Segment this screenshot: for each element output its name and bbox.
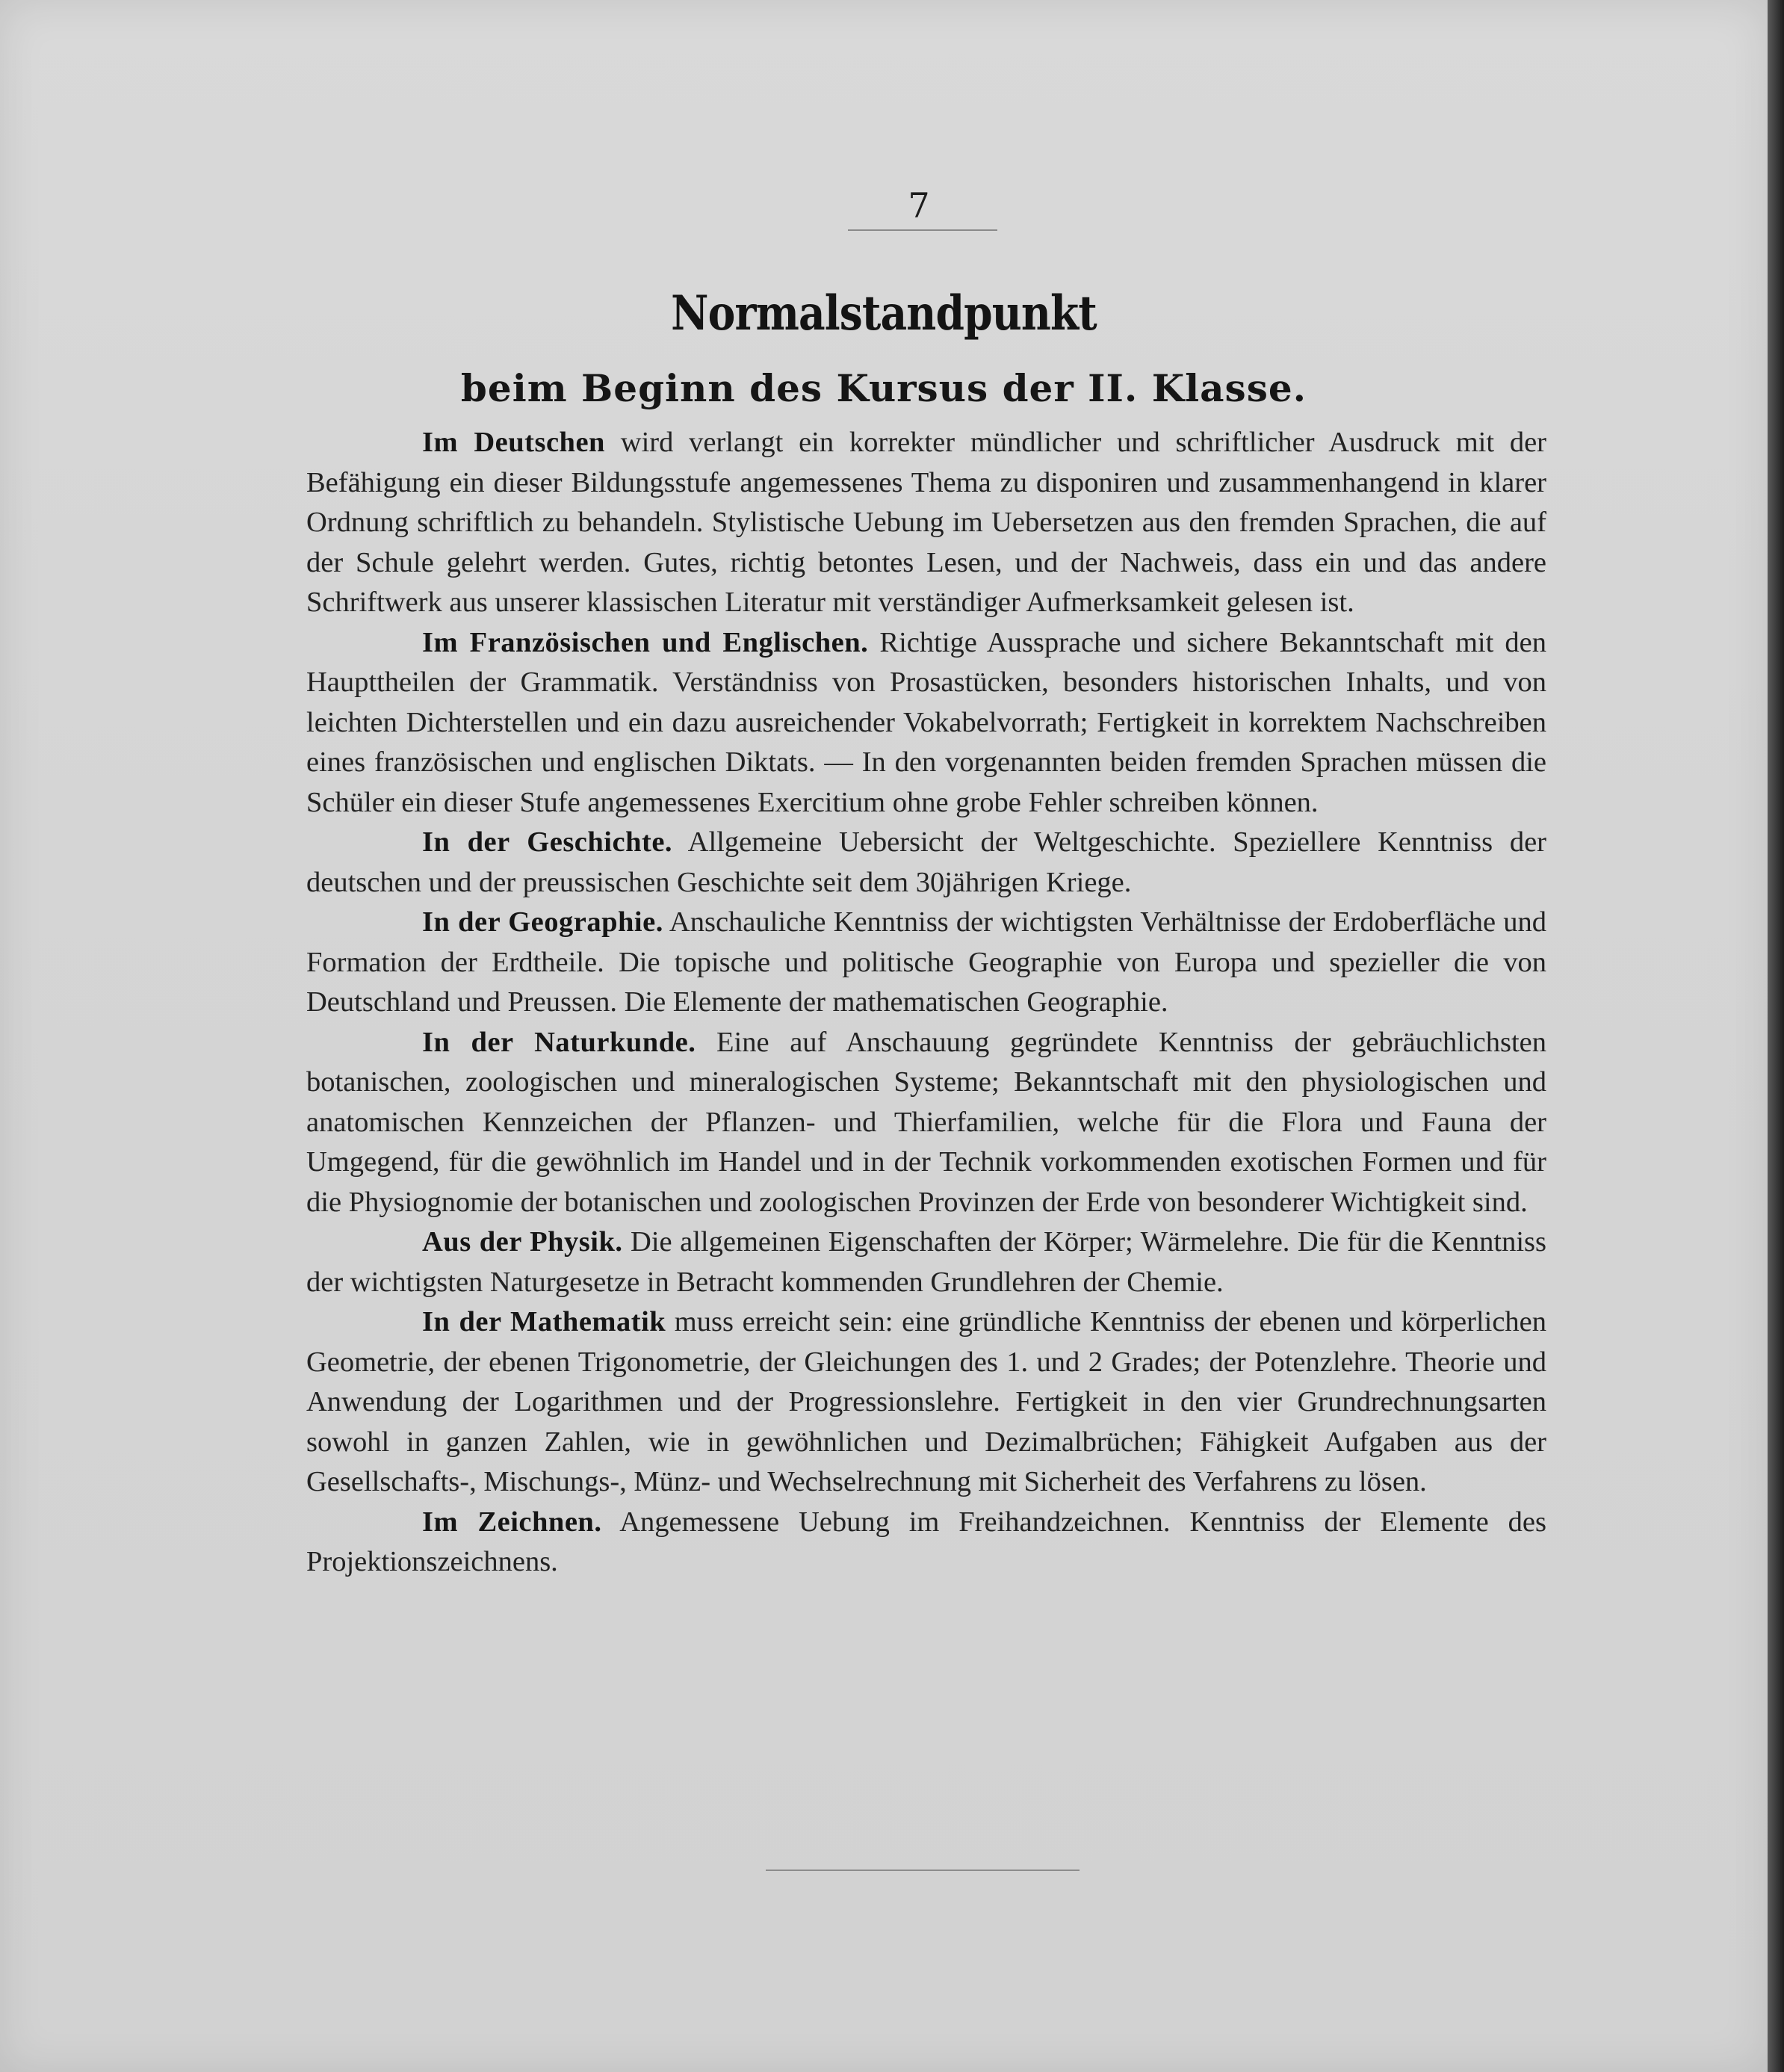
paragraph-naturkunde xyxy=(306,1023,1546,1223)
paragraph-text: Richtige Aussprache und sichere Bekanntschaft mit den Haupttheilen der Grammatik. Verständniss von Prosastücken, besonders historischen Inhalts, und von leichten Dichterstellen und ein dazu ausreichender Vokabelvorrath; Fertigkeit in korrektem Nachschreiben eines französischen und englischen Diktats. — In den vorgenannten beiden fremden Sprachen müssen die Schüler ein dieser Stufe angemessenes Exercitium ohne grobe Fehler schreiben können. xyxy=(306,626,1546,818)
document-body xyxy=(306,423,1546,1583)
paragraph-lead: In der Geschichte. xyxy=(422,826,673,858)
paragraph-mathematik xyxy=(306,1302,1546,1503)
paragraph-geographie xyxy=(306,903,1546,1023)
paragraph-text: muss erreicht sein: eine gründliche Kenntniss der ebenen und körperlichen Geometrie, der ebenen Trigonometrie, der Gleichungen des 1. und 2 Grades; der Potenzlehre. Theorie und Anwendung der Logarithmen und der Progressionslehre. Fertigkeit in den vier Grundrechnungsarten sowohl in ganzen Zahlen, wie in gewöhnlichen und Dezimalbrüchen; Fähigkeit Aufgaben aus der Gesellschafts-, Mischungs-, Münz- und Wechselrechnung mit Sicherheit des Verfahrens zu lösen. xyxy=(306,1306,1546,1497)
paragraph-text: Eine auf Anschauung gegründete Kenntniss der gebräuchlichsten botanischen, zoologischen und mineralogischen Systeme; Bekanntschaft mit den physiologischen und anatomischen Kennzeichen der Pflanzen- und Thierfamilien, welche für die Flora und Fauna der Umgegend, für die gewöhnlich im Handel und in der Technik vorkommenden exotischen Formen und für die Physiognomie der botanischen und zoologischen Provinzen der Erde von besonderer Wichtigkeit sind. xyxy=(306,1026,1546,1218)
paragraph-text: Die allgemeinen Eigenschaften der Körper; Wärmelehre. Die für die Kenntniss der wichtigsten Naturgesetze in Betracht kommenden Grundlehren der Chemie. xyxy=(306,1226,1546,1298)
paragraph-lead: Im Französischen und Englischen. xyxy=(422,626,869,658)
paragraph-text: wird verlangt ein korrekter mündlicher und schriftlicher Ausdruck mit der Befähigung ein dieser Bildungsstufe angemessenes Thema zu disponiren und zusammenhangend in klarer Ordnung schriftlich zu behandeln. Stylistische Uebung im Uebersetzen aus den fremden Sprachen, die auf der Schule gelehrt werden. Gutes, richtig betontes Lesen, und der Nachweis, dass ein und das andere Schriftwerk aus unserer klassischen Literatur mit verständiger Aufmerksamkeit gelesen ist. xyxy=(306,427,1546,618)
paragraph-lead: In der Naturkunde. xyxy=(422,1026,696,1058)
paragraph-lead: In der Mathematik xyxy=(422,1306,666,1337)
paragraph-text: Angemessene Uebung im Freihandzeichnen. Kenntniss der Elemente des Projektionszeichnens. xyxy=(306,1506,1546,1577)
paragraph-lead: Aus der Physik. xyxy=(422,1226,623,1258)
page-title: Normalstandpunkt xyxy=(671,285,1097,341)
paragraph-text: Anschauliche Kenntniss der wichtigsten Verhältnisse der Erdoberfläche und Formation der Erdtheile. Die topische und politische Geographie von Europa und spezieller die von Deutschland und Preussen. Die Elemente der mathematischen Geographie. xyxy=(306,906,1546,1018)
scan-edge xyxy=(1768,0,1784,2072)
header-rule xyxy=(848,229,997,231)
page-number: 7 xyxy=(908,185,930,226)
paragraph-lead: Im Zeichnen. xyxy=(422,1506,602,1538)
paragraph-franzoesisch-englisch xyxy=(306,623,1546,823)
paragraph-deutsch xyxy=(306,423,1546,623)
footer-rule xyxy=(766,1870,1080,1871)
paragraph-zeichnen xyxy=(306,1503,1546,1583)
paragraph-lead: Im Deutschen xyxy=(422,427,605,458)
paragraph-text: Allgemeine Uebersicht der Weltgeschichte. Speziellere Kenntniss der deutschen und der preussischen Geschichte seit dem 30jährigen Kriege. xyxy=(306,826,1546,898)
paragraph-physik xyxy=(306,1222,1546,1302)
paragraph-geschichte xyxy=(306,823,1546,903)
paragraph-lead: In der Geographie. xyxy=(422,906,663,938)
page-subtitle: beim Beginn des Kursus der II. Klasse. xyxy=(460,366,1307,410)
